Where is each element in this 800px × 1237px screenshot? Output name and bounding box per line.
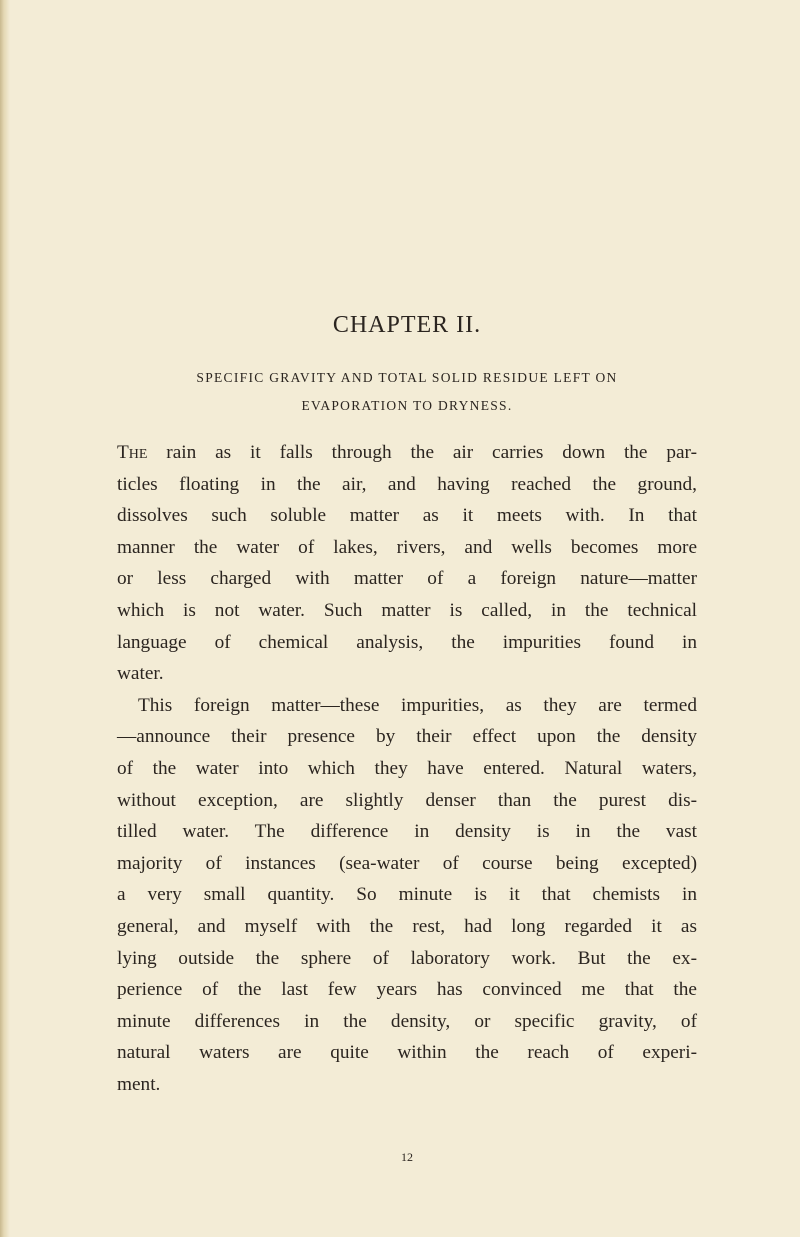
paragraph-2-line: tilled water. The difference in density is in the vast bbox=[117, 821, 697, 843]
paragraph-2-line: a very small quantity. So minute is it that chemists in bbox=[117, 884, 697, 906]
paragraph-1-line: dissolves such soluble matter as it meets with. In that bbox=[117, 505, 697, 527]
paragraph-1-line: or less charged with matter of a foreign nature—matter bbox=[117, 568, 697, 590]
paragraph-2-line: majority of instances (sea-water of course being excepted) bbox=[117, 852, 697, 874]
paragraph-1-line: which is not water. Such matter is called, in the technical bbox=[117, 599, 697, 621]
paragraph-2-line: ment. bbox=[117, 1073, 161, 1095]
paragraph-2-line: —announce their presence by their effect upon the density bbox=[117, 726, 697, 748]
paragraph-1-line: water. bbox=[117, 663, 164, 685]
paragraph-1-line: language of chemical analysis, the impurities found in bbox=[117, 631, 697, 653]
page-binding-edge bbox=[0, 0, 10, 1237]
paragraph-2-line: This foreign matter—these impurities, as they are termed bbox=[138, 694, 697, 716]
page-number: 12 bbox=[401, 1150, 413, 1164]
chapter-subheading-line-2: EVAPORATION TO DRYNESS. bbox=[301, 398, 513, 413]
paragraph-2-line: natural waters are quite within the reach of experi- bbox=[117, 1042, 697, 1064]
paragraph-1-line: The rain as it falls through the air carries down the par- bbox=[117, 442, 697, 463]
paragraph-1-line: ticles floating in the air, and having reached the ground, bbox=[117, 473, 697, 495]
body-text bbox=[117, 437, 697, 1100]
chapter-subheading-line-1: SPECIFIC GRAVITY AND TOTAL SOLID RESIDUE LEFT ON bbox=[196, 370, 618, 385]
paragraph-1-line: manner the water of lakes, rivers, and wells becomes more bbox=[117, 536, 697, 558]
paragraph-2-line: lying outside the sphere of laboratory work. But the ex- bbox=[117, 947, 697, 969]
paragraph-2-line: of the water into which they have entered. Natural waters, bbox=[117, 757, 697, 779]
chapter-heading: CHAPTER II. bbox=[332, 312, 482, 338]
paragraph-2-line: general, and myself with the rest, had long regarded it as bbox=[117, 915, 697, 937]
paragraph-2-line: without exception, are slightly denser than the purest dis- bbox=[117, 789, 697, 811]
paragraph-1-first-word: The bbox=[117, 442, 148, 463]
paragraph-2-line: perience of the last few years has convinced me that the bbox=[117, 979, 697, 1001]
paragraph-2-line: minute differences in the density, or specific gravity, of bbox=[117, 1010, 697, 1032]
